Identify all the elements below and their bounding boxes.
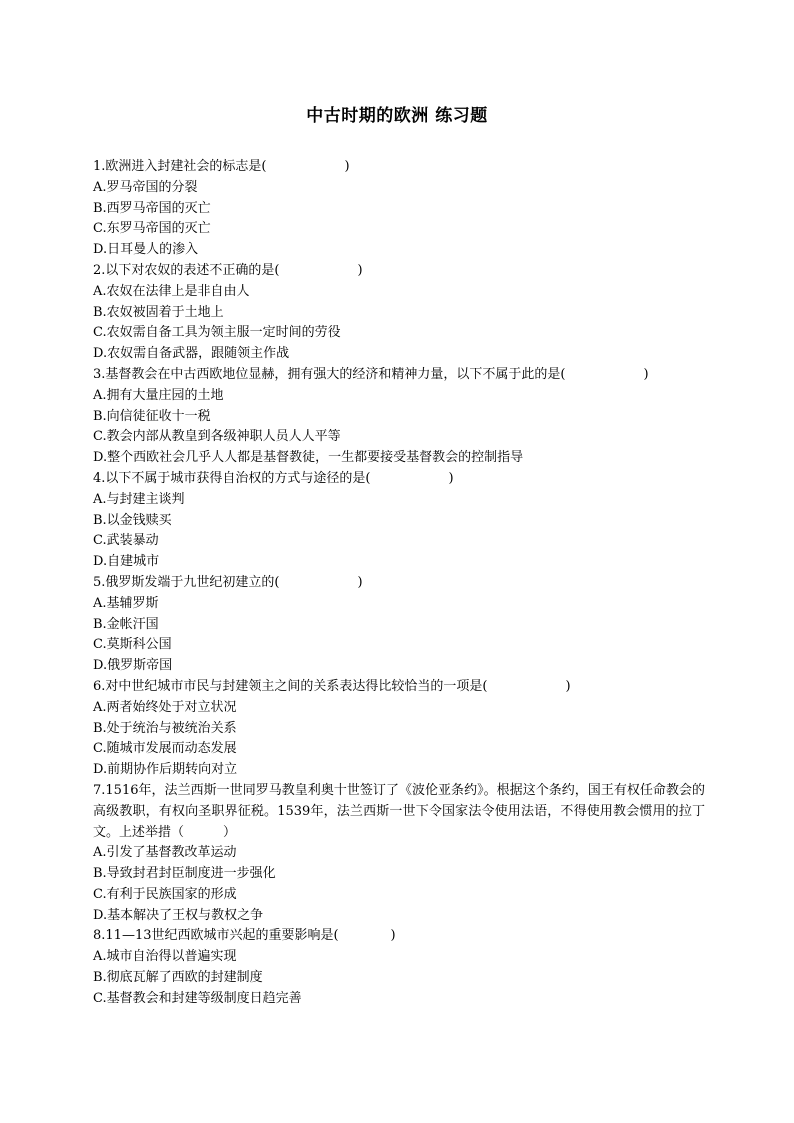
question-block	[93, 573, 705, 677]
option-a: A.拥有大量庄园的土地	[93, 387, 224, 403]
option-a: A.农奴在法律上是非自由人	[93, 283, 250, 299]
option-d: D.农奴需自备武器，跟随领主作战	[93, 346, 290, 362]
option-a: A.引发了基督教改革运动	[93, 845, 237, 861]
question-stem: 1.欧洲进入封建社会的标志是( )	[93, 159, 350, 174]
question-stem: 8.11—13世纪西欧城市兴起的重要影响是( )	[93, 928, 396, 944]
option-d: D.基本解决了王权与教权之争	[93, 907, 264, 923]
option-c: C.教会内部从教皇到各级神职人员人人平等	[93, 429, 341, 445]
option-d: D.前期协作后期转向对立	[93, 762, 238, 778]
option-c: C.莫斯科公国	[93, 637, 172, 653]
question-stem: 4.以下不属于城市获得自治权的方式与途径的是( )	[93, 470, 454, 486]
question-stem: 3.基督教会在中古西欧地位显赫，拥有强大的经济和精神力量，以下不属于此的是( )	[93, 366, 649, 382]
question-block	[93, 261, 705, 365]
option-b: B.处于统治与被统治关系	[93, 720, 237, 736]
question-stem: 6.对中世纪城市市民与封建领主之间的关系表达得比较恰当的一项是( )	[93, 678, 571, 694]
option-b: B.导致封君封臣制度进一步强化	[93, 866, 276, 882]
question-block	[93, 677, 705, 781]
option-c: C.随城市发展而动态发展	[93, 741, 237, 757]
option-c: C.农奴需自备工具为领主服一定时间的劳役	[93, 325, 341, 341]
option-b: B.以金钱赎买	[93, 512, 172, 528]
question-stem: 7.1516年，法兰西斯一世同罗马教皇利奥十世签订了《波伦亚条约》。根据这个条约，国王有权任命教会的高级教职，有权向圣职界征税。1539年，法兰西斯一世下令国家法令使用法语，不得使用教会惯用的拉丁文。上述举措（ ）	[93, 782, 705, 840]
option-d: D.俄罗斯帝国	[93, 658, 173, 674]
option-a: A.基辅罗斯	[93, 595, 159, 611]
option-a: A.两者始终处于对立状况	[93, 699, 237, 715]
option-b: B.农奴被固着于土地上	[93, 304, 224, 320]
option-d: D.整个西欧社会几乎人人都是基督教徒，一生都要接受基督教会的控制指导	[93, 450, 524, 466]
question-list	[93, 157, 705, 1010]
question-block	[93, 926, 705, 1009]
option-b: B.西罗马帝国的灭亡	[93, 200, 211, 216]
question-stem: 2.以下对农奴的表述不正确的是( )	[93, 262, 363, 278]
option-b: B.金帐汗国	[93, 616, 159, 632]
option-b: B.向信徒征收十一税	[93, 408, 211, 424]
option-a: A.罗马帝国的分裂	[93, 179, 198, 195]
option-a: A.城市自治得以普遍实现	[93, 949, 237, 965]
option-c: C.基督教会和封建等级制度日趋完善	[93, 990, 302, 1006]
question-block	[93, 469, 705, 573]
question-stem: 5.俄罗斯发端于九世纪初建立的( )	[93, 574, 363, 590]
option-d: D.自建城市	[93, 554, 160, 570]
option-c: C.武装暴动	[93, 533, 159, 549]
document-title: 中古时期的欧洲 练习题	[306, 106, 488, 126]
question-block	[93, 365, 705, 469]
option-c: C.有利于民族国家的形成	[93, 886, 237, 902]
question-block	[93, 157, 705, 261]
question-block	[93, 781, 705, 927]
option-b: B.彻底瓦解了西欧的封建制度	[93, 970, 263, 986]
option-d: D.日耳曼人的渗入	[93, 242, 199, 258]
option-a: A.与封建主谈判	[93, 491, 185, 507]
option-c: C.东罗马帝国的灭亡	[93, 221, 211, 237]
